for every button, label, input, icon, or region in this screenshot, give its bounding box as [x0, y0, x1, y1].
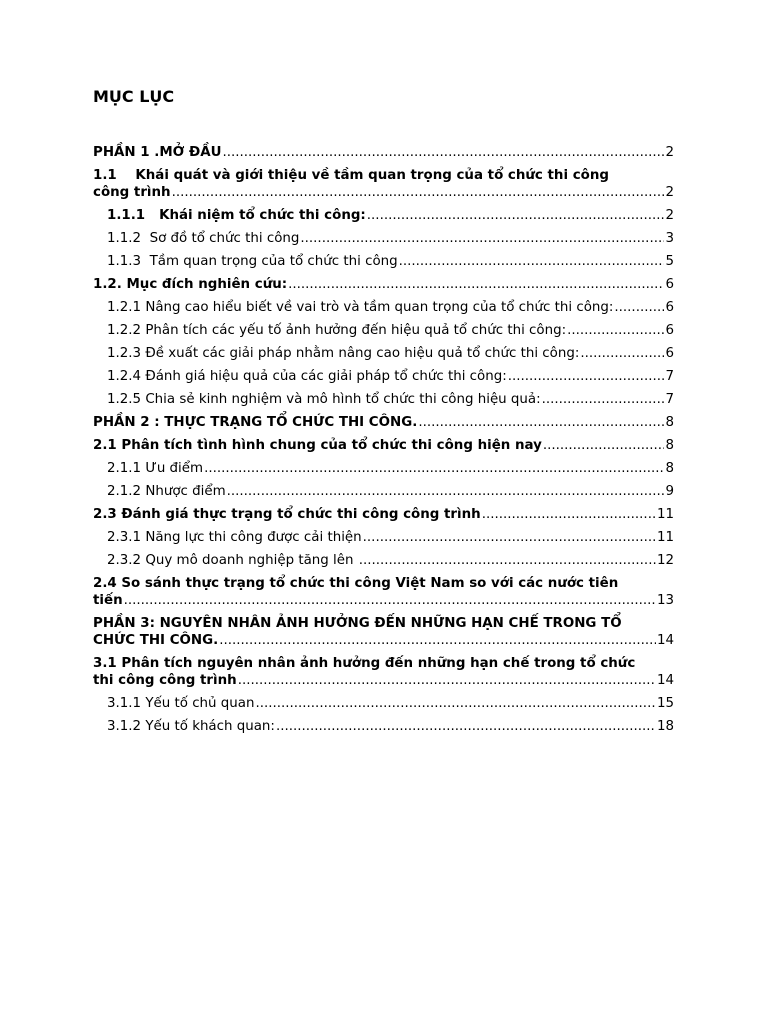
toc-heading: MỤC LỤC	[93, 87, 175, 106]
toc-entry-title: 2.3.1 Năng lực thi công được cải thiện	[107, 530, 362, 545]
toc-entry-2-1-2[interactable]	[93, 483, 674, 500]
toc-entry-title: 2.1 Phân tích tình hình chung của tổ chức thi công hiện nay	[93, 438, 542, 453]
toc-entry-2-1[interactable]	[93, 437, 674, 454]
toc-page-number: 11	[656, 507, 674, 522]
dot-leader	[567, 322, 664, 339]
toc-entry-2-1-1[interactable]	[93, 460, 674, 477]
toc-entry-title-continued: công trình	[93, 185, 171, 200]
toc-entry-title: 2.3 Đánh giá thực trạng tổ chức thi công công trình	[93, 507, 481, 522]
toc-page-number: 8	[665, 461, 674, 476]
toc-entry-1-1-1[interactable]	[93, 207, 674, 224]
toc-page-number: 14	[656, 673, 674, 688]
toc-page-number: 2	[665, 185, 674, 200]
dot-leader	[124, 592, 656, 609]
toc-entry-2-4[interactable]	[93, 575, 674, 609]
toc-entry-2-3-1[interactable]	[93, 529, 674, 546]
toc-page-number: 8	[665, 415, 674, 430]
toc-entry-title: 3.1.2 Yếu tố khách quan:	[107, 719, 275, 734]
toc-page-number: 2	[665, 145, 674, 160]
toc-entry-title: 2.1.2 Nhược điểm	[107, 484, 226, 499]
toc-page-number: 3	[665, 231, 674, 246]
toc-entry-title: 1.1.3 Tầm quan trọng của tổ chức thi công	[107, 254, 398, 269]
toc-entry-2-3-2[interactable]	[93, 552, 674, 569]
toc-entry-1-2-5[interactable]	[93, 391, 674, 408]
dot-leader	[367, 207, 665, 224]
toc-page-number: 6	[665, 323, 674, 338]
toc-entry-title: 1.1.1 Khái niệm tổ chức thi công:	[107, 208, 366, 223]
dot-leader	[543, 437, 665, 454]
toc-entry-title: 1.1 Khái quát và giới thiệu về tầm quan trọng của tổ chức thi công	[93, 168, 609, 183]
document-page	[93, 86, 674, 741]
dot-leader	[219, 632, 656, 649]
toc-page-number: 11	[656, 530, 674, 545]
toc-entry-title: PHẦN 1 .MỞ ĐẦU	[93, 145, 222, 160]
toc-page-number: 6	[665, 346, 674, 361]
dot-leader	[227, 483, 665, 500]
toc-entry-title: 2.4 So sánh thực trạng tổ chức thi công Việt Nam so với các nước tiên	[93, 576, 619, 591]
toc-entry-title: 1.2.4 Đánh giá hiệu quả của các giải pháp tổ chức thi công:	[107, 369, 507, 384]
dot-leader	[580, 345, 664, 362]
dot-leader	[238, 672, 656, 689]
dot-leader	[288, 276, 664, 293]
dot-leader	[359, 552, 656, 569]
dot-leader	[508, 368, 665, 385]
toc-page-number: 15	[656, 696, 674, 711]
toc-page-number: 8	[665, 438, 674, 453]
toc-entry-1-2-2[interactable]	[93, 322, 674, 339]
toc-entry-3-1[interactable]	[93, 655, 674, 689]
toc-entry-1-1[interactable]	[93, 167, 674, 201]
toc-page-number: 18	[656, 719, 674, 734]
toc-entry-part-2[interactable]	[93, 414, 674, 431]
toc-entry-title: 1.1.2 Sơ đồ tổ chức thi công	[107, 231, 300, 246]
toc-page-number: 5	[665, 254, 674, 269]
dot-leader	[542, 391, 665, 408]
toc-entry-title: 3.1 Phân tích nguyên nhân ảnh hưởng đến những hạn chế trong tổ chức	[93, 656, 636, 671]
toc-entry-title: 1.2.1 Nâng cao hiểu biết về vai trò và tầm quan trọng của tổ chức thi công:	[107, 300, 614, 315]
dot-leader	[399, 253, 665, 270]
dot-leader	[255, 695, 655, 712]
toc-entry-1-1-2[interactable]	[93, 230, 674, 247]
toc-page-number: 9	[665, 484, 674, 499]
toc-entry-1-2-1[interactable]	[93, 299, 674, 316]
toc-entry-title: 1.2.2 Phân tích các yếu tố ảnh hưởng đến hiệu quả tổ chức thi công:	[107, 323, 567, 338]
dot-leader	[276, 718, 656, 735]
toc-page-number: 6	[665, 277, 674, 292]
dot-leader	[300, 230, 664, 247]
toc-entry-title: 1.2.5 Chia sẻ kinh nghiệm và mô hình tổ chức thi công hiệu quả:	[107, 392, 541, 407]
toc-entry-title: 2.3.2 Quy mô doanh nghiệp tăng lên	[107, 553, 358, 568]
toc-entry-title: 1.2. Mục đích nghiên cứu:	[93, 277, 288, 292]
toc-entry-3-1-2[interactable]	[93, 718, 674, 735]
toc-entry-title: PHẦN 2 : THỰC TRẠNG TỔ CHỨC THI CÔNG.	[93, 415, 418, 430]
table-of-contents	[93, 144, 674, 735]
dot-leader	[172, 184, 665, 201]
toc-entry-part-3[interactable]	[93, 615, 674, 649]
dot-leader	[204, 460, 664, 477]
toc-entry-title-continued: tiến	[93, 593, 123, 608]
toc-page-number: 2	[665, 208, 674, 223]
toc-entry-title: 2.1.1 Ưu điểm	[107, 461, 204, 476]
toc-entry-1-2-3[interactable]	[93, 345, 674, 362]
toc-entry-title: PHẦN 3: NGUYÊN NHÂN ẢNH HƯỞNG ĐẾN NHỮNG HẠN CHẾ TRONG TỔ	[93, 616, 622, 631]
dot-leader	[614, 299, 664, 316]
toc-entry-3-1-1[interactable]	[93, 695, 674, 712]
toc-page-number: 13	[656, 593, 674, 608]
toc-entry-2-3[interactable]	[93, 506, 674, 523]
toc-page-number: 6	[665, 300, 674, 315]
toc-page-number: 7	[665, 392, 674, 407]
toc-entry-part-1[interactable]	[93, 144, 674, 161]
toc-entry-title: 3.1.1 Yếu tố chủ quan	[107, 696, 255, 711]
dot-leader	[482, 506, 656, 523]
toc-page-number: 7	[665, 369, 674, 384]
toc-page-number: 14	[656, 633, 674, 648]
toc-entry-title-continued: thi công công trình	[93, 673, 237, 688]
toc-entry-1-1-3[interactable]	[93, 253, 674, 270]
dot-leader	[418, 414, 664, 431]
toc-page-number: 12	[656, 553, 674, 568]
toc-entry-title-continued: CHỨC THI CÔNG.	[93, 633, 219, 648]
dot-leader	[363, 529, 656, 546]
toc-entry-1-2[interactable]	[93, 276, 674, 293]
toc-entry-1-2-4[interactable]	[93, 368, 674, 385]
toc-entry-title: 1.2.3 Đề xuất các giải pháp nhằm nâng cao hiệu quả tổ chức thi công:	[107, 346, 580, 361]
dot-leader	[222, 144, 664, 161]
